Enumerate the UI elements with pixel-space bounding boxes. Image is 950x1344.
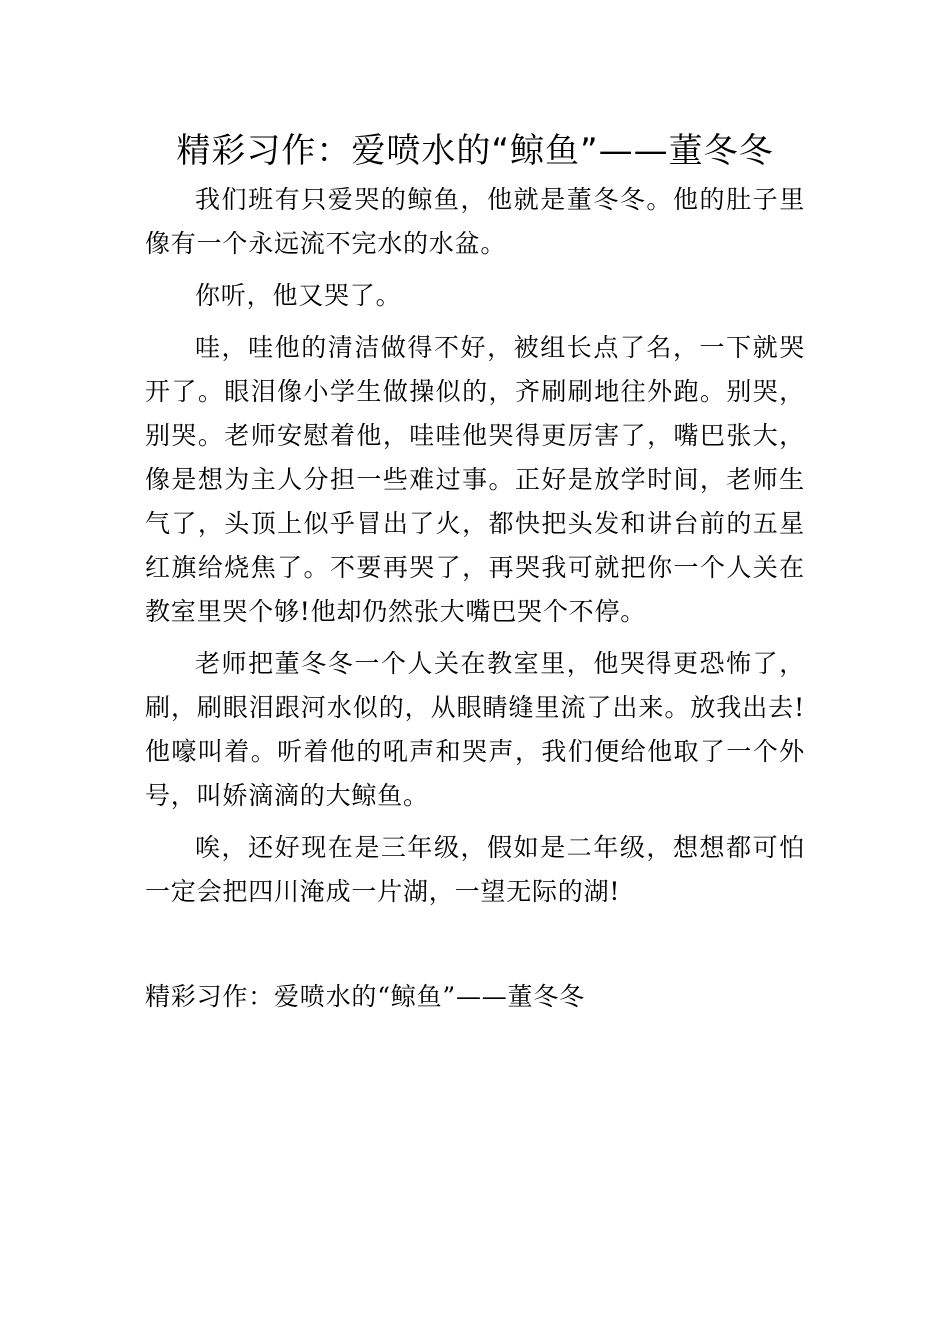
paragraph-3: 哇，哇他的清洁做得不好，被组长点了名，一下就哭开了。眼泪像小学生做操似的，齐刷刷地往外跑。别哭，别哭。老师安慰着他，哇哇他哭得更厉害了，嘴巴张大，像是想为主人分担一些难过事。正好是放学时间，老师生气了，头顶上似乎冒出了火，都快把头发和讲台前的五星红旗给烧焦了。不要再哭了，再哭我可就把你一个人关在教室里哭个够!他却仍然张大嘴巴哭个不停。 (145, 333, 805, 626)
paragraph-1: 我们班有只爱哭的鲸鱼，他就是董冬冬。他的肚子里像有一个永远流不完水的水盆。 (145, 185, 805, 258)
paragraph-2: 你听，他又哭了。 (195, 281, 402, 310)
document-title: 精彩习作：爱喷水的“鲸鱼”——董冬冬 (176, 131, 774, 171)
paragraph-4: 老师把董冬冬一个人关在教室里，他哭得更恐怖了，刷，刷眼泪跟河水似的，从眼睛缝里流了出来。放我出去!他嚎叫着。听着他的吼声和哭声，我们便给他取了一个外号，叫娇滴滴的大鲸鱼。 (145, 649, 805, 810)
paragraph-5: 唉，还好现在是三年级，假如是二年级，想想都可怕一定会把四川淹成一片湖，一望无际的湖! (145, 833, 805, 906)
document-body (145, 178, 805, 922)
document-footer-title: 精彩习作：爱喷水的“鲸鱼”——董冬冬 (145, 982, 585, 1011)
